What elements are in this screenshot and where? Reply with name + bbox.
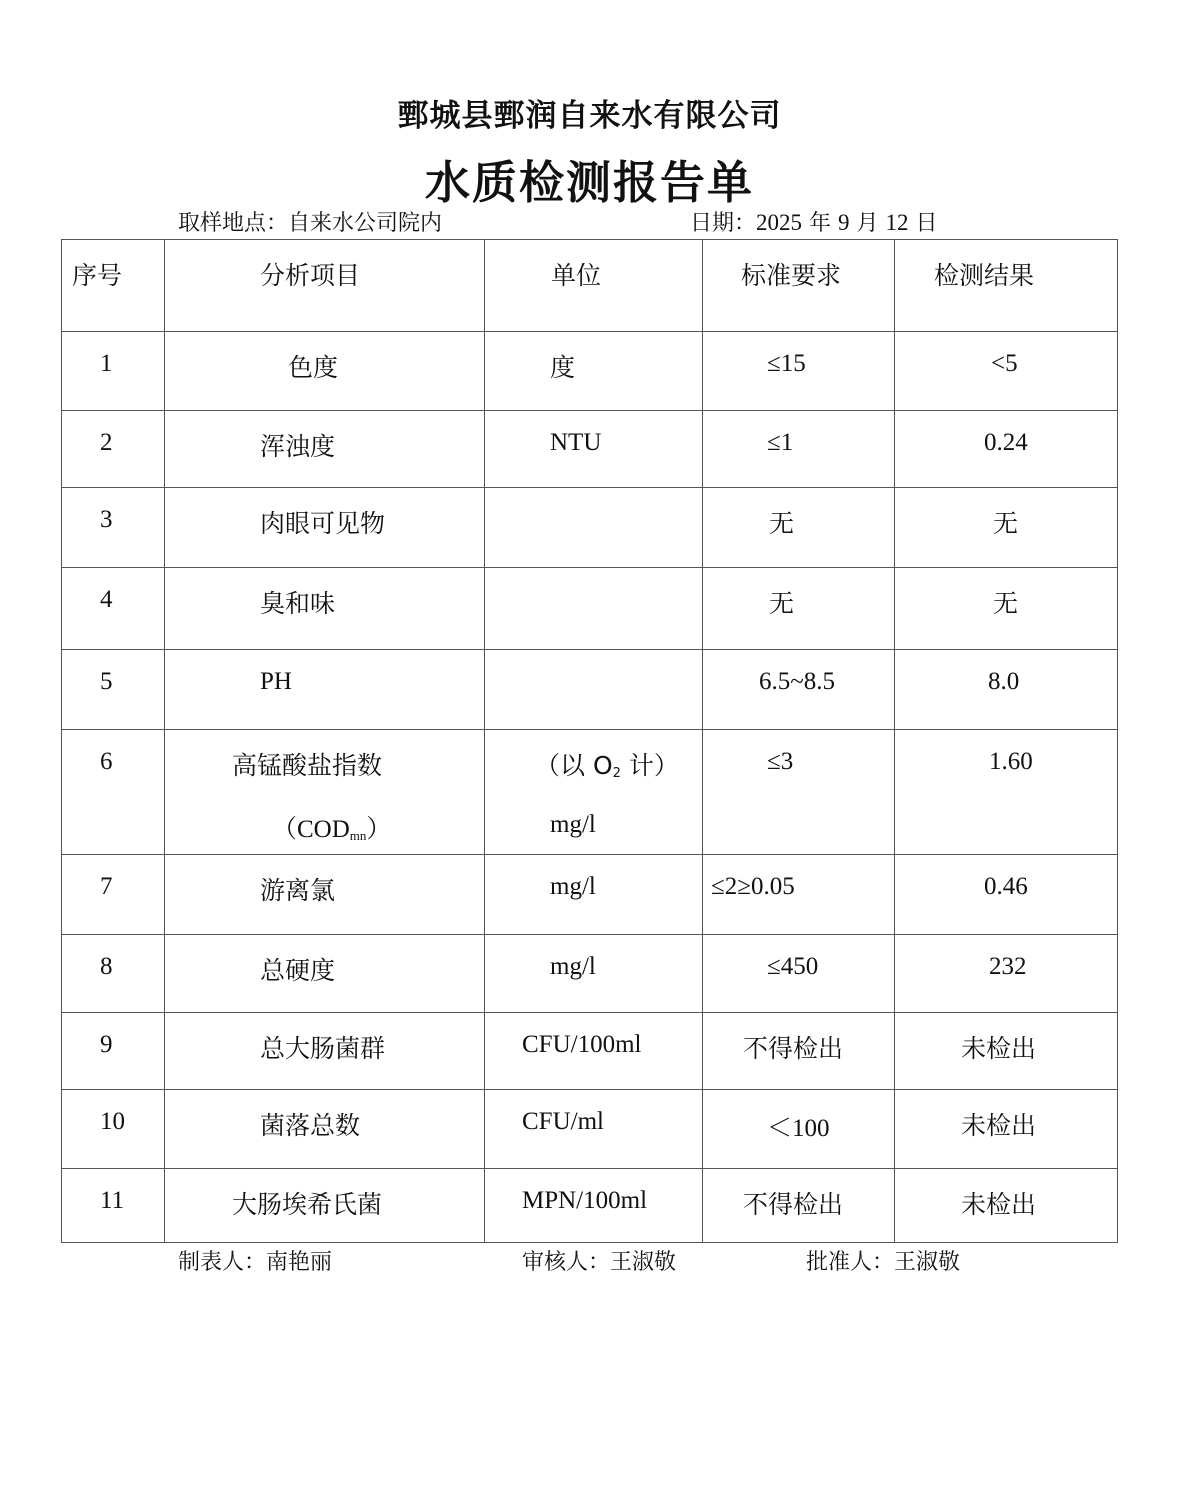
row-standard: ≤15: [767, 350, 806, 377]
row-no: 4: [100, 586, 113, 613]
date-day-unit: 日: [915, 211, 938, 236]
row-unit: NTU: [550, 429, 602, 456]
row-standard: ≤2≥0.05: [711, 873, 795, 900]
header-cell: 分析项目: [165, 240, 485, 332]
table-row: [62, 935, 1118, 1013]
table-row: [62, 1169, 1118, 1243]
row-result: 未检出: [961, 1034, 1037, 1063]
row-result: <5: [991, 350, 1018, 377]
row-unit: mg/l: [550, 811, 596, 838]
row-no: 3: [100, 506, 113, 533]
row-standard: ≤3: [767, 748, 794, 775]
table-row: [62, 332, 1118, 411]
row-result: 无: [993, 589, 1019, 618]
row-standard: 不得检出: [743, 1190, 844, 1219]
table-row: [62, 1090, 1118, 1169]
row-item: 浑浊度: [260, 432, 336, 461]
date-year-unit: 年: [809, 211, 832, 236]
row-standard: ≤1: [767, 429, 794, 456]
table-row: [62, 1013, 1118, 1090]
row-standard: 无: [769, 509, 795, 538]
row-no: 11: [100, 1187, 125, 1214]
header-cell: 标准要求: [703, 240, 895, 332]
reviewer-name: 王淑敬: [610, 1250, 677, 1275]
row-standard: 不得检出: [743, 1034, 844, 1063]
row-unit: mg/l: [550, 953, 596, 980]
sampling-value: 自来水公司院内: [288, 211, 443, 236]
preparer-name: 南艳丽: [266, 1250, 333, 1275]
row-unit-basis: （以 $O_2$ 计）: [535, 751, 679, 781]
sampling-location: [178, 206, 442, 237]
row-no: 2: [100, 429, 113, 456]
row-item: 臭和味: [260, 589, 336, 618]
header-cell: 检测结果: [895, 240, 1118, 332]
row-standard: 无: [769, 589, 795, 618]
row-no: 10: [100, 1108, 125, 1135]
row-item: 游离氯: [260, 876, 336, 905]
row-result: 232: [989, 953, 1027, 980]
date-label: 日期：: [690, 211, 757, 236]
row-unit: CFU/ml: [522, 1108, 604, 1135]
row-standard: ≤450: [767, 953, 819, 980]
row-item: 高锰酸盐指数: [232, 751, 383, 780]
row-no: 9: [100, 1031, 113, 1058]
approver: [806, 1245, 960, 1276]
row-standard: ＜100: [767, 1115, 830, 1142]
company-name: 鄄城县鄄润自来水有限公司: [397, 98, 782, 134]
row-standard: 6.5~8.5: [759, 668, 836, 695]
table-row: [62, 568, 1118, 650]
row-unit: MPN/100ml: [522, 1187, 648, 1214]
table-row: [62, 411, 1118, 488]
row-no: 1: [100, 350, 113, 377]
row-unit: CFU/100ml: [522, 1031, 642, 1058]
table-row: [62, 650, 1118, 730]
sampling-label: 取样地点：: [178, 211, 289, 236]
table-row: [62, 488, 1118, 568]
row-unit: mg/l: [550, 873, 596, 900]
header-cell: 单位: [485, 240, 703, 332]
row-item: 总大肠菌群: [260, 1034, 386, 1063]
row-item: 总硬度: [260, 956, 336, 985]
report-date: [690, 206, 938, 237]
header-cell: 序号: [62, 240, 165, 332]
preparer: [178, 1245, 332, 1276]
row-result: 无: [993, 509, 1019, 538]
row-item: 大肠埃希氏菌: [232, 1190, 383, 1219]
row-item: PH: [260, 668, 292, 695]
row-item: 肉眼可见物: [260, 509, 386, 538]
row-unit: 度: [550, 353, 576, 382]
table-row: [62, 730, 1118, 855]
report-table: [61, 239, 1118, 1243]
date-day: 12: [885, 210, 909, 235]
approver-label: 批准人：: [806, 1250, 895, 1275]
row-item-formula: $(COD_{mn})$: [272, 816, 392, 843]
row-result: 0.46: [984, 873, 1028, 900]
table-row: [62, 855, 1118, 935]
table-header-row: [62, 240, 1118, 332]
row-no: 5: [100, 668, 113, 695]
row-result: 0.24: [984, 429, 1028, 456]
report-title: 水质检测报告单: [424, 156, 754, 209]
reviewer: [522, 1245, 676, 1276]
row-no: 7: [100, 873, 113, 900]
date-month: 9: [838, 210, 850, 235]
row-item: 菌落总数: [260, 1111, 361, 1140]
row-result: 未检出: [961, 1190, 1037, 1219]
row-result: 8.0: [988, 668, 1020, 695]
row-no: 8: [100, 953, 113, 980]
date-month-unit: 月: [856, 211, 879, 236]
date-year: 2025: [756, 210, 803, 235]
row-result: 未检出: [961, 1111, 1037, 1140]
row-item: 色度: [288, 353, 339, 382]
preparer-label: 制表人：: [178, 1250, 267, 1275]
row-result: 1.60: [989, 748, 1033, 775]
row-no: 6: [100, 748, 113, 775]
reviewer-label: 审核人：: [522, 1250, 611, 1275]
approver-name: 王淑敬: [894, 1250, 961, 1275]
